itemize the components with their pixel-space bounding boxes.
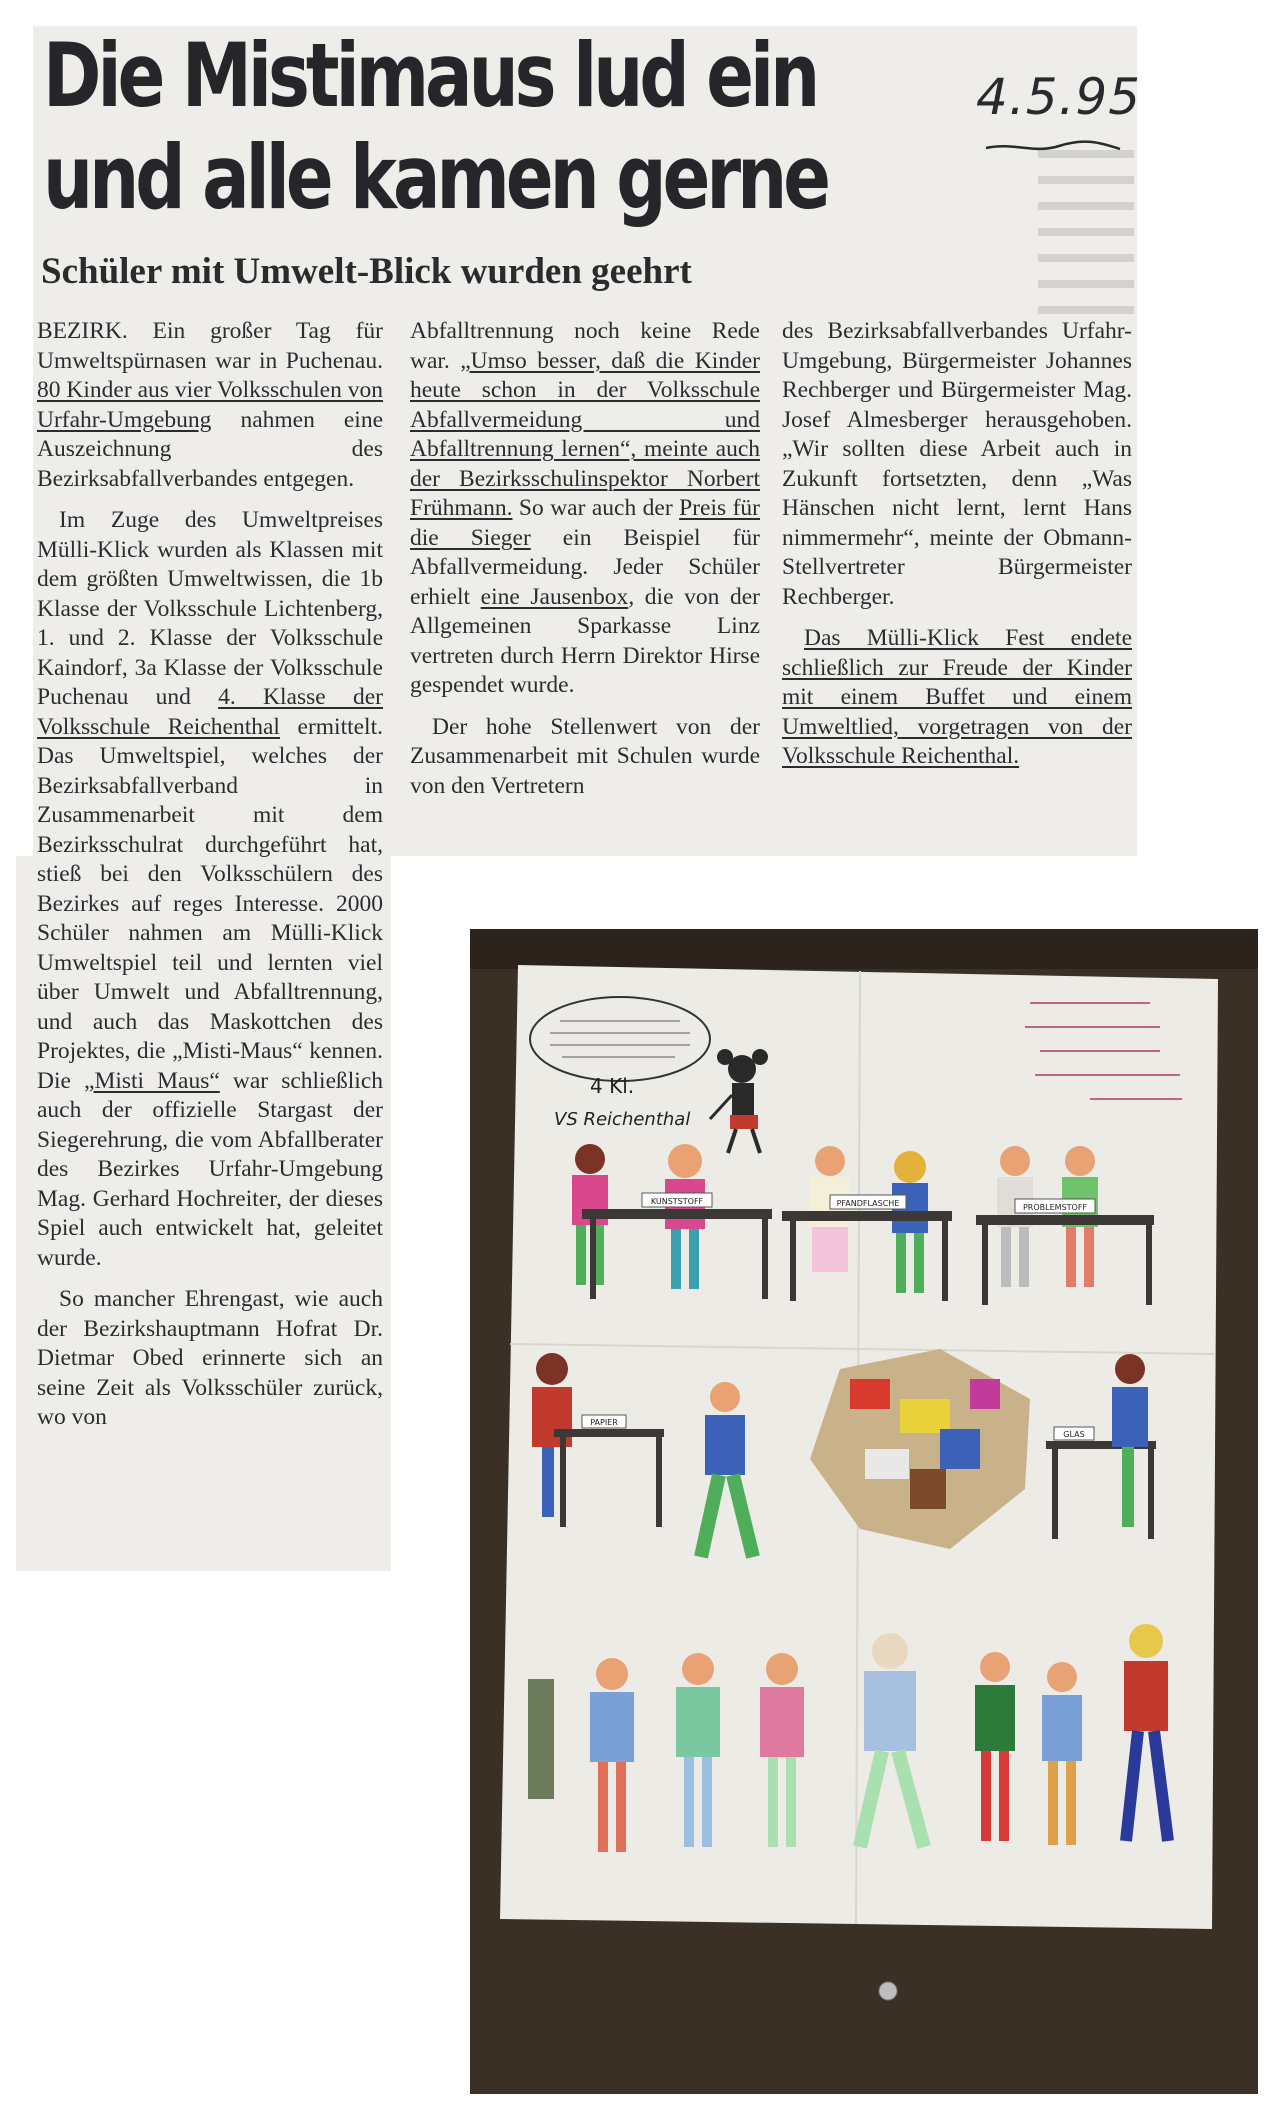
- class-label: 4 Kl.: [590, 1074, 635, 1098]
- underlined-text: „Umso besser, daß die Kinder heute schon in der Volksschule Abfallvermeidung und Abfalltrennung lernen“, meinte auch der Bezirksschulinspektor Norbert Frühmann.: [410, 347, 760, 521]
- paragraph: [37, 317, 383, 494]
- text-run: So war auch der: [512, 495, 680, 521]
- drawing-illustration: [470, 929, 1258, 2094]
- text-run: ermittelt. Das Umweltspiel, welches der Bezirksabfallverband in Zusammenarbeit mit dem Bezirksschulrat durchgeführt hat, stieß bei den Volksschülern des Bezirkes auf reges Interesse. 2000 Schüler nahmen am Mülli-Klick Umweltspiel teil und lernten viel über Umwelt und Abfalltrennung, und auch das Maskottchen des Projektes, die „Misti-Maus“ kennen. Die: [37, 713, 383, 1094]
- underlined-text: eine Jausenbox: [480, 583, 629, 610]
- article-subtitle: Schüler mit Umwelt-Blick wurden geehrt: [41, 251, 692, 292]
- bleed-through-text: [1038, 150, 1134, 320]
- table-label-papier: PAPIER: [590, 1418, 618, 1427]
- table-label-glas: GLAS: [1063, 1430, 1085, 1439]
- table-label-kunststoff: KUNSTSTOFF: [650, 1197, 704, 1206]
- article-column-1: [37, 317, 383, 1433]
- paragraph: [782, 624, 1132, 772]
- paragraph: [410, 317, 760, 701]
- text-run: Im Zuge des Umweltpreises Mülli-Klick wurden als Klassen mit dem größten Umweltwissen, die 1b Klasse der Volksschule Lichtenberg, 1. und 2. Klasse der Volksschule Kaindorf, 3a Klasse der Volksschule Puchenau und: [37, 507, 383, 710]
- text-run: nahmen eine Auszeichnung des Bezirksabfallverbandes entgegen.: [37, 406, 383, 492]
- underlined-text: 4. Klasse der Volksschule Reichenthal: [37, 684, 383, 740]
- underlined-text: Das Mülli-Klick Fest endete schließlich zur Freude der Kinder mit einem Buffet und einem Umweltlied, vorgetragen von der Volksschule Reichenthal.: [782, 625, 1132, 769]
- headline-line-1: Die Mistimaus lud ein: [43, 24, 817, 127]
- text-run: ein Beispiel für Abfallvermeidung. Jeder Schüler erhielt: [410, 524, 760, 610]
- photo-childrens-drawing: [470, 929, 1258, 2094]
- pin-icon: [879, 1982, 897, 2000]
- handwritten-date: 4.5.95: [976, 68, 1142, 126]
- paragraph: des Bezirksabfallverbandes Urfahr-Umgebung, Bürgermeister Johannes Rechberger und Bürgermeister Mag. Josef Almesberger herausgehoben. „Wir sollten diese Arbeit auch in Zukunft fortsetzten, denn „Was Hänschen nicht lernt, lernt Hans nimmermehr“, meinte der Obmann-Stellvertreter Bürgermeister Rechberger.: [782, 318, 1132, 610]
- paragraph: Der hohe Stellenwert von der Zusammenarbeit mit Schulen wurde von den Vertretern: [410, 713, 760, 799]
- underlined-text: „Misti Maus“: [84, 1067, 220, 1094]
- headline-line-2: und alle kamen gerne: [43, 126, 827, 229]
- text-run: war schließlich auch der offizielle Stargast der Siegerehrung, die vom Abfallberater des Bezirkes Urfahr-Umgebung Mag. Gerhard Hochreiter, der dieses Spiel auch entwickelt hat, geleitet wurde.: [37, 1067, 383, 1271]
- paragraph: So mancher Ehrengast, wie auch der Bezirkshauptmann Hofrat Dr. Dietmar Obed erinnerte sich an seine Zeit als Volksschüler zurück, wo von: [37, 1286, 383, 1430]
- school-label: VS Reichenthal: [554, 1109, 691, 1130]
- underlined-text: 80 Kinder aus vier Volksschulen von Urfahr-Umgebung: [37, 377, 383, 433]
- text-run: Abfalltrennung noch keine Rede war.: [410, 318, 760, 374]
- underlined-text: Preis für die Sieger: [410, 495, 760, 551]
- article-column-2: [410, 317, 760, 801]
- table-label-problemstoff: PROBLEMSTOFF: [1022, 1203, 1088, 1212]
- paragraph: [37, 506, 383, 1273]
- article-column-3: [782, 317, 1132, 772]
- text-run: , die von der Allgemeinen Sparkasse Linz vertreten durch Herrn Direktor Hirse gespendet wurde.: [410, 583, 760, 698]
- handwritten-underline: [984, 140, 1122, 154]
- table-label-pfandflasche: PFANDFLASCHE: [836, 1199, 900, 1208]
- text-run: BEZIRK. Ein großer Tag für Umweltspürnasen war in Puchenau.: [37, 318, 383, 374]
